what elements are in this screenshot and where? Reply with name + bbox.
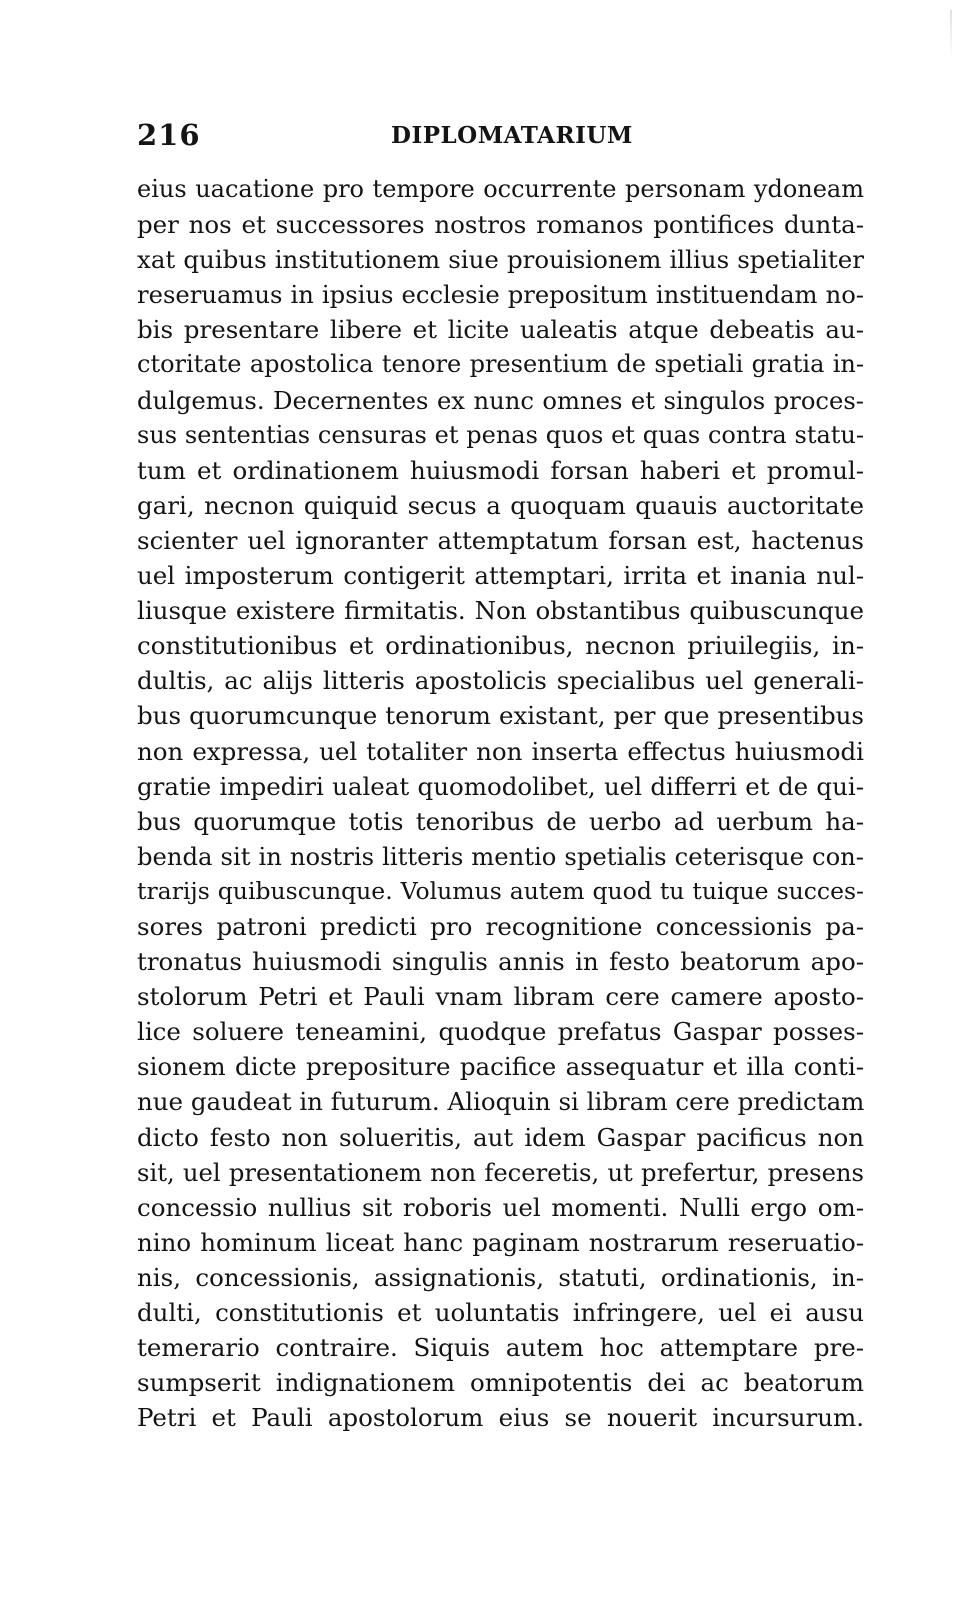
body-text <box>137 172 864 1435</box>
text-line: eius uacatione pro tempore occurrente personam ydoneam <box>137 175 864 203</box>
text-line: liusque existere firmitatis. Non obstantibus quibuscunque <box>137 596 864 626</box>
text-line: bis presentare libere et licite ualeatis atque debeatis au- <box>137 315 864 345</box>
text-line: stolorum Petri et Pauli vnam libram cere camere aposto- <box>137 982 864 1012</box>
text-line: per nos et successores nostros romanos pontifices dunta- <box>137 210 864 240</box>
text-line: uel imposterum contigerit attemptari, irrita et inania nul- <box>137 561 864 591</box>
text-line: nino hominum liceat hanc paginam nostrarum reseruatio- <box>137 1227 864 1257</box>
text-line: tronatus huiusmodi singulis annis in festo beatorum apo- <box>137 947 864 977</box>
text-line: sus sententias censuras et penas quos et quas contra statu- <box>137 420 864 449</box>
page-header <box>137 118 864 158</box>
text-line: bus quorumque totis tenoribus de uerbo ad uerbum ha- <box>137 806 864 836</box>
text-line: temerario contraire. Siquis autem hoc attemptare pre- <box>137 1333 864 1363</box>
text-line: Petri et Pauli apostolorum eius se nouerit incursurum. <box>137 1403 864 1433</box>
running-head: DIPLOMATARIUM <box>391 122 633 149</box>
text-line: dulti, constitutionis et uoluntatis infringere, uel ei ausu <box>137 1298 864 1327</box>
text-line: trarijs quibuscunque. Volumus autem quod tu tuique succes- <box>137 876 864 905</box>
text-line: nue gaudeat in futurum. Alioquin si libram cere predictam <box>137 1087 865 1117</box>
text-line: gari, necnon quiquid secus a quoquam quauis auctoritate <box>137 490 864 520</box>
text-line: concessio nullius sit roboris uel momenti. Nulli ergo om- <box>137 1192 864 1222</box>
text-line: benda sit in nostris litteris mentio spetialis ceterisque con- <box>137 841 864 871</box>
text-line: sumpserit indignationem omnipotentis dei ac beatorum <box>137 1368 864 1398</box>
text-line: sit, uel presentationem non feceretis, ut prefertur, presens <box>137 1157 864 1187</box>
text-line: dultis, ac alijs litteris apostolicis specialibus uel generali- <box>137 666 864 696</box>
text-line: dulgemus. Decernentes ex nunc omnes et singulos proces- <box>137 385 864 415</box>
text-line: non expressa, uel totaliter non inserta effectus huiusmodi <box>137 736 864 766</box>
page-number: 216 <box>137 118 201 152</box>
text-line: scienter uel ignoranter attemptatum forsan est, hactenus <box>137 525 864 555</box>
text-line: nis, concessionis, assignationis, statuti, ordinationis, in- <box>137 1262 864 1292</box>
scan-edge-mark <box>950 10 952 60</box>
text-line: gratie impediri ualeat quomodolibet, uel differri et de qui- <box>137 771 864 801</box>
text-line: bus quorumcunque tenorum existant, per que presentibus <box>137 701 864 731</box>
text-line: ctoritate apostolica tenore presentium de spetiali gratia in- <box>137 350 864 379</box>
text-line: reseruamus in ipsius ecclesie prepositum instituendam no- <box>137 280 864 310</box>
text-line: tum et ordinationem huiusmodi forsan haberi et promul- <box>137 455 864 485</box>
text-line: dicto festo non solueritis, aut idem Gaspar pacificus non <box>137 1122 864 1152</box>
text-line: xat quibus institutionem siue prouisionem illius spetialiter <box>137 245 864 275</box>
text-line: constitutionibus et ordinationibus, necnon priuilegiis, in- <box>137 631 864 661</box>
text-line: lice soluere teneamini, quodque prefatus Gaspar posses- <box>137 1017 864 1047</box>
text-line: sionem dicte prepositure pacifice assequatur et illa conti- <box>137 1052 864 1082</box>
text-line: sores patroni predicti pro recognitione concessionis pa- <box>137 911 864 941</box>
